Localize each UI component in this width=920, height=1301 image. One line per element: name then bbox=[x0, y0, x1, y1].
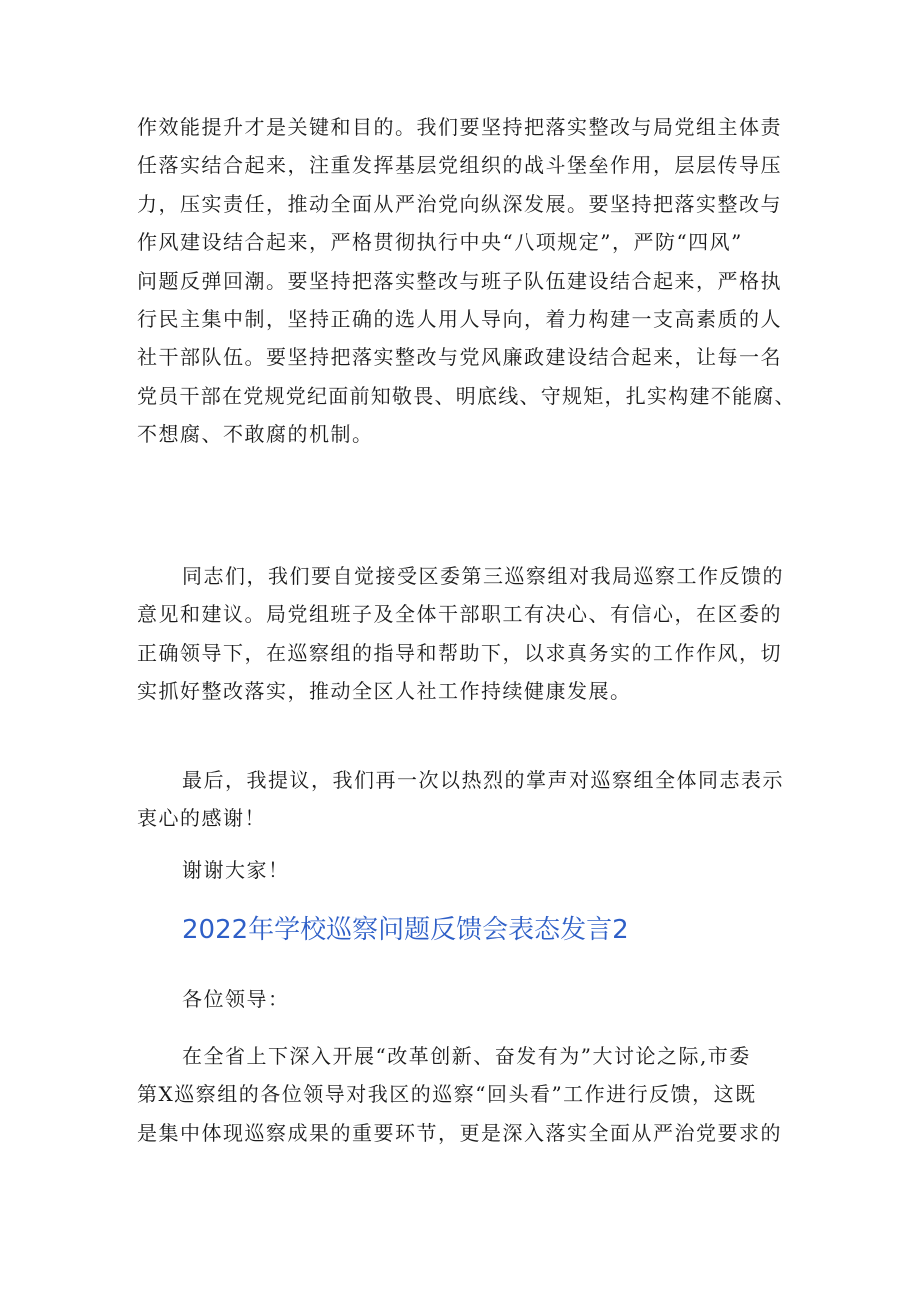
text-line: 问题反弹回潮。要坚持把落实整改与班子队伍建设结合起来，严格执 bbox=[137, 268, 782, 293]
text-line: 衷心的感谢！ bbox=[137, 806, 266, 831]
text-line: 意见和建议。局党组班子及全体干部职工有决心、有信心，在区委的 bbox=[137, 602, 782, 627]
text-line: 力，压实责任，推动全面从严治党向纵深发展。要坚持把落实整改与 bbox=[137, 191, 782, 216]
salutation bbox=[137, 980, 797, 1018]
text-line: 各位领导： bbox=[182, 987, 290, 1011]
text-line: 作效能提升才是关键和目的。我们要坚持把落实整改与局党组主体责 bbox=[137, 115, 782, 139]
text-line: 第X巡察组的各位领导对我区的巡察“回头看”工作进行反馈，这既 bbox=[137, 1082, 757, 1107]
text-line: 最后，我提议，我们再一次以热烈的掌声对巡察组全体同志表示 bbox=[182, 768, 784, 792]
text-line: 行民主集中制，坚持正确的选人用人导向，着力构建一支高素质的人 bbox=[137, 306, 782, 331]
text-line: 任落实结合起来，注重发挥基层党组织的战斗堡垒作用，层层传导压 bbox=[137, 153, 782, 178]
text-line: 实抓好整改落实，推动全区人社工作持续健康发展。 bbox=[137, 679, 632, 704]
closing-thanks bbox=[137, 851, 797, 889]
text-line: 社干部队伍。要坚持把落实整改与党风廉政建设结合起来，让每一名 bbox=[137, 345, 782, 370]
paragraph-rectification bbox=[137, 108, 797, 454]
text-line: 谢谢大家！ bbox=[182, 858, 290, 882]
text-line: 作风建设结合起来，严格贯彻执行中央“八项规定”，严防“四风” bbox=[137, 230, 743, 255]
text-line: 在全省上下深入开展“改革创新、奋发有为”大讨论之际,市委 bbox=[182, 1044, 751, 1068]
text-line: 同志们，我们要自觉接受区委第三巡察组对我局巡察工作反馈的 bbox=[182, 564, 784, 588]
text-line: 党员干部在党规党纪面前知敬畏、明底线、守规矩，扎实构建不能腐、 bbox=[137, 383, 796, 408]
paragraph-closing-proposal bbox=[137, 761, 797, 838]
text-line: 正确领导下，在巡察组的指导和帮助下，以求真务实的工作作风，切 bbox=[137, 640, 782, 665]
section-heading: 2022年学校巡察问题反馈会表态发言2 bbox=[182, 915, 629, 945]
paragraph-comrades bbox=[137, 557, 797, 711]
text-line: 不想腐、不敢腐的机制。 bbox=[137, 422, 374, 447]
text-line: 是集中体现巡察成果的重要环节，更是深入落实全面从严治党要求的 bbox=[137, 1120, 782, 1145]
paragraph-opening bbox=[137, 1037, 797, 1152]
